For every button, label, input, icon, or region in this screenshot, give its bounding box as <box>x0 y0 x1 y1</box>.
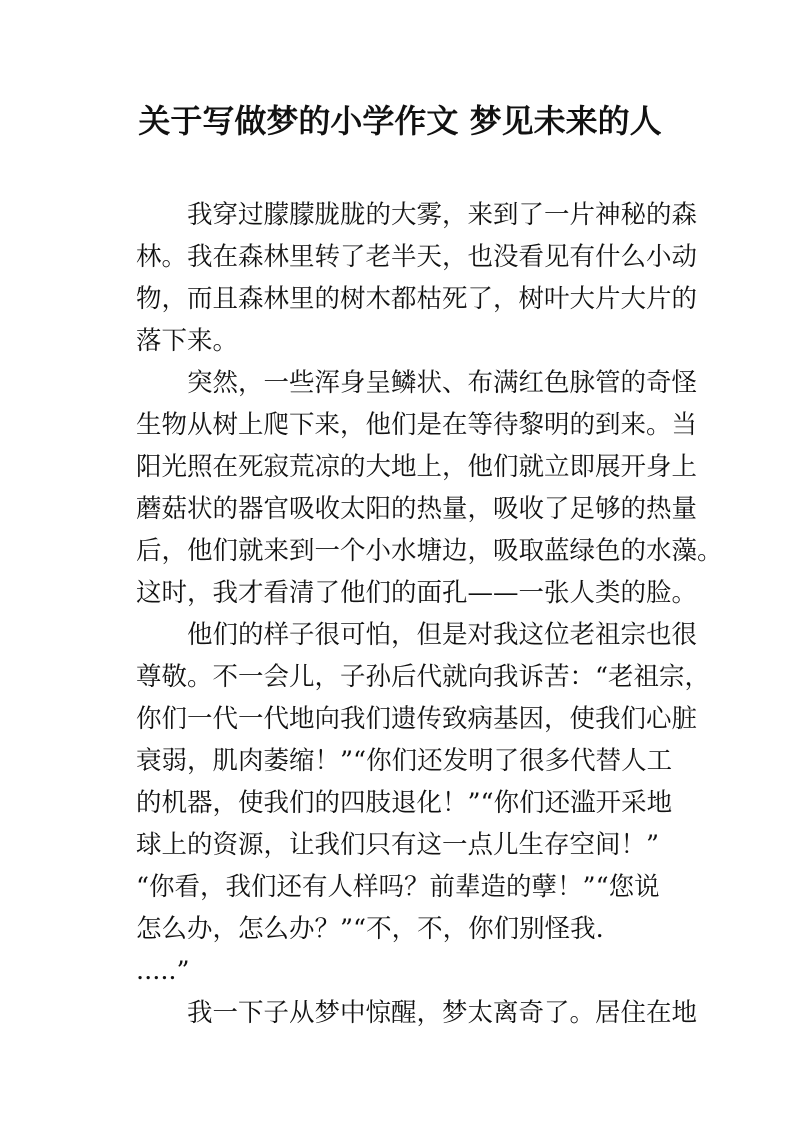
text-line: 物，而且森林里的树木都枯死了，树叶大片大片的 <box>136 284 698 314</box>
text-line: .....” <box>136 956 190 986</box>
text-line: 阳光照在死寂荒凉的大地上，他们就立即展开身上 <box>136 452 698 482</box>
text-line: 尊敬。不一会儿，子孙后代就向我诉苦：“老祖宗， <box>136 662 711 692</box>
text-line: 后，他们就来到一个小水塘边，吸取蓝绿色的水藻。 <box>136 536 723 566</box>
text-line: 落下来。 <box>136 326 239 356</box>
document-title: 关于写做梦的小学作文 梦见未来的人 <box>138 102 662 140</box>
text-line: 球上的资源，让我们只有这一点儿生存空间！” <box>136 830 660 860</box>
text-line: 我一下子从梦中惊醒，梦太离奇了。居住在地 <box>136 998 698 1028</box>
text-line: 林。我在森林里转了老半天，也没看见有什么小动 <box>136 242 698 272</box>
text-line: 怎么办，怎么办？”“不，不，你们别怪我. <box>136 914 604 944</box>
text-line: 的机器，使我们的四肢退化！”“你们还滥开采地 <box>136 788 673 818</box>
text-line: 我穿过朦朦胧胧的大雾，来到了一片神秘的森 <box>136 200 698 230</box>
text-line: “你看，我们还有人样吗？前辈造的孽！”“您说 <box>136 872 660 902</box>
text-line: 生物从树上爬下来，他们是在等待黎明的到来。当 <box>136 410 698 440</box>
text-line: 蘑菇状的器官吸收太阳的热量，吸收了足够的热量 <box>136 494 698 524</box>
text-line: 衰弱，肌肉萎缩！”“你们还发明了很多代替人工 <box>136 746 673 776</box>
text-line: 他们的样子很可怕，但是对我这位老祖宗也很 <box>136 620 698 650</box>
text-line: 你们一代一代地向我们遗传致病基因，使我们心脏 <box>136 704 698 734</box>
text-line: 这时，我才看清了他们的面孔——一张人类的脸。 <box>136 578 698 608</box>
text-line: 突然，一些浑身呈鳞状、布满红色脉管的奇怪 <box>136 368 698 398</box>
